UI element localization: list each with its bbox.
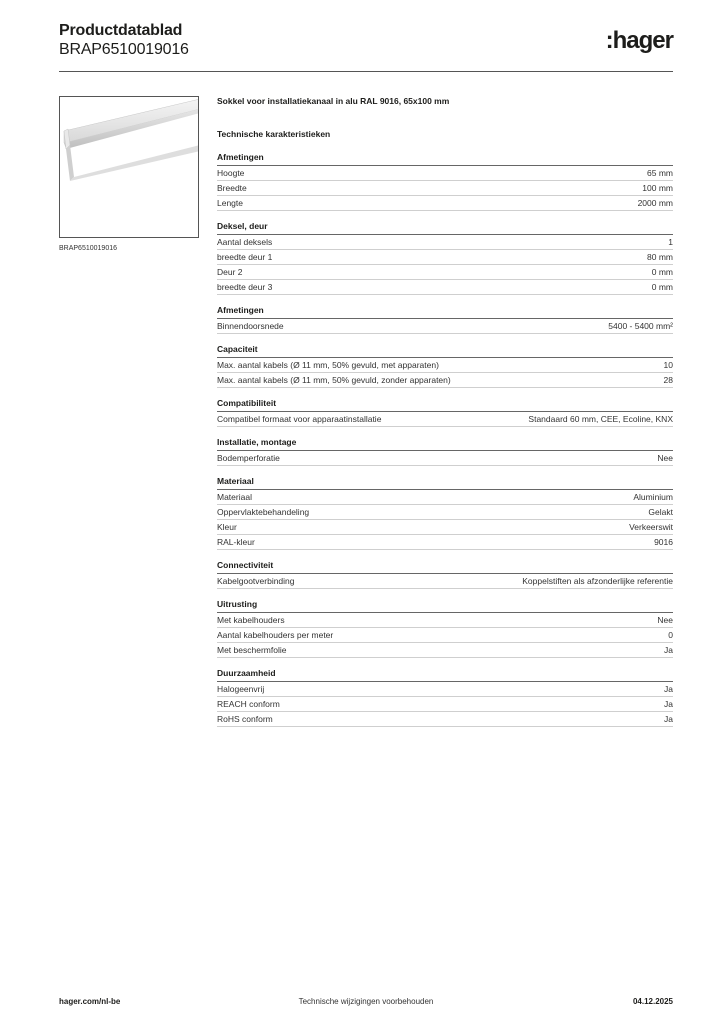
spec-label: Lengte [217, 198, 243, 208]
document-title: Productdatablad [59, 22, 183, 39]
spec-label: Bodemperforatie [217, 453, 280, 463]
spec-content [217, 96, 673, 737]
spec-value: Gelakt [648, 507, 673, 517]
spec-value: 5400 - 5400 mm² [608, 321, 673, 331]
spec-row [217, 520, 673, 535]
spec-section [217, 344, 673, 388]
spec-label: Met kabelhouders [217, 615, 285, 625]
spec-section [217, 668, 673, 727]
spec-value: 65 mm [647, 168, 673, 178]
spec-row [217, 574, 673, 589]
spec-row [217, 280, 673, 295]
spec-row [217, 712, 673, 727]
footer-disclaimer: Technische wijzigingen voorbehouden [298, 997, 434, 1006]
spec-value: Ja [664, 645, 673, 655]
spec-label: REACH conform [217, 699, 280, 709]
spec-row [217, 265, 673, 280]
spec-label: Binnendoorsnede [217, 321, 284, 331]
spec-value: Nee [657, 453, 673, 463]
spec-label: breedte deur 1 [217, 252, 273, 262]
section-title: Connectiviteit [217, 560, 673, 574]
spec-label: Deur 2 [217, 267, 243, 277]
spec-value: 9016 [654, 537, 673, 547]
spec-row [217, 181, 673, 196]
spec-value: 0 [668, 630, 673, 640]
spec-row [217, 358, 673, 373]
spec-value: 100 mm [642, 183, 673, 193]
page-header [59, 22, 673, 70]
spec-label: Hoogte [217, 168, 245, 178]
section-title: Afmetingen [217, 152, 673, 166]
spec-label: Max. aantal kabels (Ø 11 mm, 50% gevuld, zonder apparaten) [217, 375, 451, 385]
spec-value: 0 mm [651, 267, 673, 277]
spec-section [217, 398, 673, 427]
spec-section [217, 305, 673, 334]
product-image [59, 96, 199, 238]
spec-label: Aantal kabelhouders per meter [217, 630, 334, 640]
footer-website: hager.com/nl-be [59, 997, 121, 1006]
page-footer [59, 997, 673, 1009]
spec-sections [217, 152, 673, 727]
spec-row [217, 535, 673, 550]
spec-label: Materiaal [217, 492, 252, 502]
spec-label: Max. aantal kabels (Ø 11 mm, 50% gevuld, met apparaten) [217, 360, 439, 370]
spec-label: Kleur [217, 522, 237, 532]
tech-specs-heading: Technische karakteristieken [217, 129, 331, 139]
spec-label: Halogeenvrij [217, 684, 265, 694]
spec-row [217, 235, 673, 250]
section-title: Materiaal [217, 476, 673, 490]
spec-value: Verkeerswit [629, 522, 673, 532]
spec-value: Ja [664, 714, 673, 724]
spec-row [217, 613, 673, 628]
spec-row [217, 412, 673, 427]
section-title: Installatie, montage [217, 437, 673, 451]
spec-section [217, 152, 673, 211]
spec-row [217, 319, 673, 334]
spec-row [217, 196, 673, 211]
product-photo-icon [60, 97, 199, 238]
spec-label: breedte deur 3 [217, 282, 273, 292]
spec-section [217, 437, 673, 466]
spec-label: Oppervlaktebehandeling [217, 507, 310, 517]
spec-value: 28 [663, 375, 673, 385]
spec-label: Aantal deksels [217, 237, 273, 247]
hager-logo: :hager [605, 27, 673, 54]
spec-value: Nee [657, 615, 673, 625]
spec-row [217, 373, 673, 388]
spec-value: 0 mm [651, 282, 673, 292]
image-caption: BRAP6510019016 [59, 245, 117, 252]
spec-row [217, 490, 673, 505]
product-title: Sokkel voor installatiekanaal in alu RAL 9016, 65x100 mm [217, 96, 450, 106]
spec-row [217, 451, 673, 466]
spec-value: 10 [663, 360, 673, 370]
spec-section [217, 599, 673, 658]
spec-section [217, 560, 673, 589]
section-title: Deksel, deur [217, 221, 673, 235]
spec-label: Met beschermfolie [217, 645, 287, 655]
spec-row [217, 250, 673, 265]
spec-value: Standaard 60 mm, CEE, Ecoline, KNX [528, 414, 673, 424]
spec-row [217, 643, 673, 658]
section-title: Duurzaamheid [217, 668, 673, 682]
footer-date: 04.12.2025 [632, 997, 673, 1006]
spec-value: Ja [664, 699, 673, 709]
section-title: Compatibiliteit [217, 398, 673, 412]
spec-row [217, 628, 673, 643]
spec-value: Koppelstiften als afzonderlijke referentie [522, 576, 673, 586]
spec-value: 1 [668, 237, 673, 247]
spec-label: Kabelgootverbinding [217, 576, 295, 586]
spec-label: RoHS conform [217, 714, 273, 724]
spec-row [217, 682, 673, 697]
spec-row [217, 166, 673, 181]
spec-section [217, 221, 673, 295]
spec-label: Compatibel formaat voor apparaatinstallatie [217, 414, 382, 424]
section-title: Capaciteit [217, 344, 673, 358]
spec-value: 80 mm [647, 252, 673, 262]
spec-row [217, 697, 673, 712]
spec-value: 2000 mm [637, 198, 673, 208]
product-code: BRAP6510019016 [59, 41, 189, 58]
spec-value: Aluminium [633, 492, 673, 502]
section-title: Afmetingen [217, 305, 673, 319]
header-divider [59, 71, 673, 72]
section-title: Uitrusting [217, 599, 673, 613]
spec-label: Breedte [217, 183, 247, 193]
spec-label: RAL-kleur [217, 537, 255, 547]
spec-value: Ja [664, 684, 673, 694]
spec-row [217, 505, 673, 520]
spec-section [217, 476, 673, 550]
